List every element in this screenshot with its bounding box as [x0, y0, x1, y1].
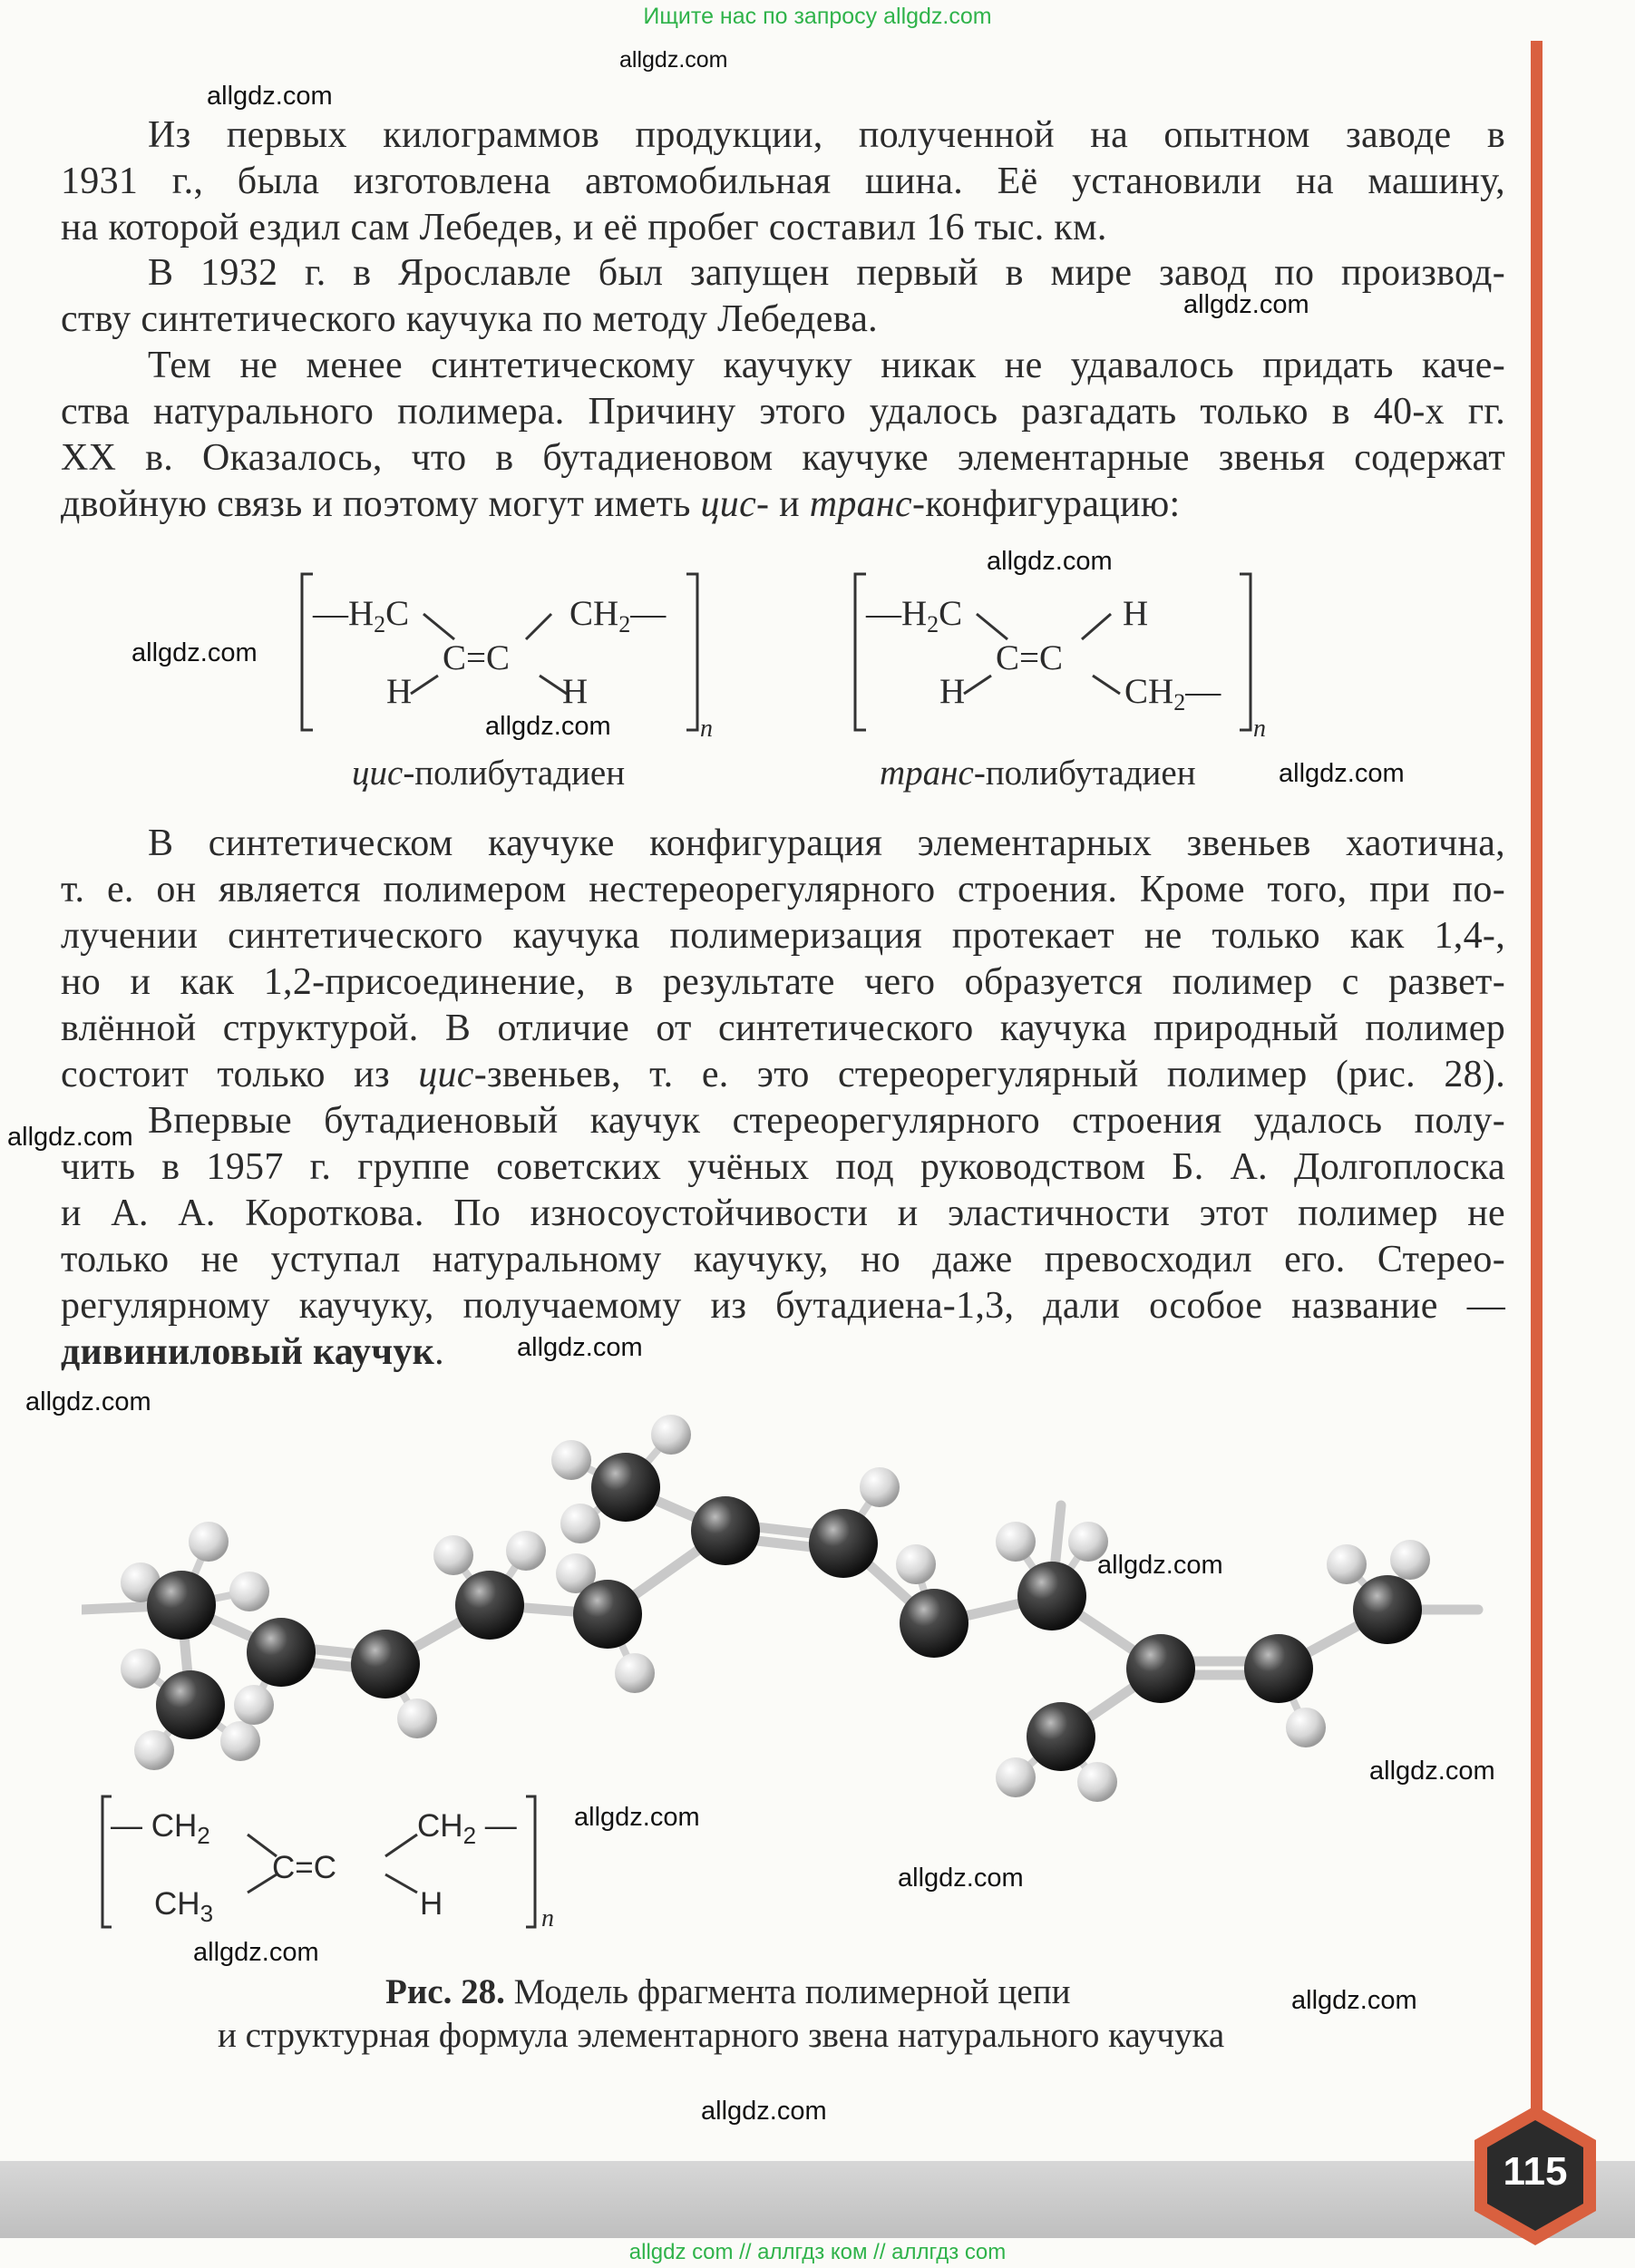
watermark: allgdz.com [131, 638, 258, 667]
page-accent-bar [1531, 41, 1543, 2163]
watermark: allgdz.com [619, 47, 728, 73]
natural-ch3: $CH_3$ [154, 1886, 214, 1927]
watermark: allgdz.com [517, 1333, 643, 1362]
trans-n: n [1253, 715, 1266, 743]
watermark: allgdz.com [485, 712, 611, 741]
paragraph-3 [61, 343, 1505, 528]
text-line: Из первых килограммов продукции, полученной на опытном заводе в [148, 114, 1505, 156]
natural-double-bond: C=C [272, 1850, 336, 1885]
watermark: allgdz.com [987, 547, 1113, 576]
text-line: XX в. Оказалось, что в бутадиеновом каучуке элементарные звенья содержат [61, 437, 1505, 479]
watermark: allgdz.com [1369, 1757, 1495, 1786]
text-line: и А. А. Короткова. По износоустойчивости и эластичности этот полимер не [61, 1192, 1505, 1234]
cis-double-bond: C=C [443, 638, 511, 677]
trans-h-left: H [939, 672, 966, 711]
watermark: allgdz.com [7, 1123, 133, 1152]
text-line: ства натурального полимера. Причину этого удалось разгадать только в 40-х гг. [61, 391, 1505, 433]
watermark: allgdz.com [1279, 759, 1405, 788]
text-line: влённой структурой. В отличие от синтетического каучука природный полимер [61, 1007, 1505, 1049]
text-line: чить в 1957 г. группе советских учёных под руководством Б. А. Долгоплоска [61, 1146, 1505, 1188]
text-line: регулярному каучуку, получаемому из бутадиена-1,3, дали особое название — [61, 1285, 1505, 1327]
watermark: allgdz.com [193, 1938, 319, 1967]
carbon-atoms [147, 1453, 1422, 1771]
h-bonds [141, 1435, 1410, 1782]
text-line: лучении синтетического каучука полимеризация протекает не только как 1,4-, [61, 915, 1505, 957]
text-line: В синтетическом каучуке конфигурация элементарных звеньев хаотична, [148, 823, 1505, 864]
text-line: двойную связь и поэтому могут иметь цис- и транс-конфигурацию: [61, 483, 1181, 525]
cis-caption: цис-полибутадиен [352, 754, 626, 793]
trans-double-bond: C=C [996, 638, 1064, 677]
figure-caption-line1: Рис. 28. Модель фрагмента полимерной цепи [385, 1972, 1071, 2011]
trans-caption: транс-полибутадиен [880, 754, 1196, 793]
watermark: allgdz.com [1291, 1986, 1417, 2015]
paragraph-5 [61, 1098, 1505, 1376]
figure-caption-line2: и структурная формула элементарного звена натурального каучука [218, 2016, 1225, 2055]
paragraph-1 [61, 112, 1505, 251]
top-banner: Ищите нас по запросу allgdz.com [643, 4, 992, 29]
text-line: но и как 1,2-присоединение, в результате чего образуется полимер с развет- [61, 961, 1505, 1003]
cis-right-group: $CH_2—$ [569, 594, 667, 638]
text-line: состоит только из цис-звеньев, т. е. это стереорегулярный полимер (рис. 28). [61, 1054, 1505, 1095]
cis-h-left: H [386, 672, 413, 711]
text-line: Тем не менее синтетическому каучуку никак не удавалось придать каче- [148, 345, 1505, 386]
watermark: allgdz.com [207, 82, 333, 111]
footer-links[interactable]: allgdz com // аллгдз ком // аллгдз com [628, 2240, 1007, 2264]
text-line: на которой ездил сам Лебедев, и её пробег составил 16 тыс. км. [61, 207, 1107, 248]
hydrogen-atoms [121, 1415, 1430, 1802]
watermark: allgdz.com [1097, 1551, 1223, 1580]
bottom-band [0, 2161, 1635, 2238]
text-line: В 1932 г. в Ярославле был запущен первый в мире завод по производ- [148, 252, 1505, 294]
text-line: ству синтетического каучука по методу Лебедева. [61, 298, 878, 340]
watermark: allgdz.com [701, 2097, 827, 2126]
cis-h-right: H [562, 672, 589, 711]
text-line: т. е. он является полимером нестереорегулярного строения. Кроме того, при по- [61, 869, 1505, 910]
watermark: allgdz.com [898, 1864, 1024, 1893]
text-line: 1931 г., была изготовлена автомобильная шина. Её установили на машину, [61, 161, 1505, 202]
watermark: allgdz.com [25, 1387, 151, 1416]
paragraph-4 [61, 821, 1505, 1098]
trans-h-top: H [1123, 594, 1149, 633]
cis-left-group: $—H_2C$ [313, 594, 410, 638]
page-number: 115 [1503, 2149, 1568, 2194]
trans-left-group: $—H_2C$ [866, 594, 963, 638]
polymer-chain-model [82, 1378, 1496, 1814]
text-line: только не уступал натуральному каучуку, но даже превосходил его. Стерео- [61, 1239, 1505, 1280]
natural-n: n [541, 1904, 554, 1932]
natural-ch2-left: — $CH_2$ [111, 1808, 210, 1849]
natural-ch2-right: $CH_2$ — [417, 1808, 517, 1849]
natural-h: H [420, 1886, 443, 1922]
watermark: allgdz.com [1183, 290, 1309, 319]
text-line: дивиниловый каучук. [61, 1331, 444, 1373]
watermark: allgdz.com [574, 1803, 700, 1832]
cis-n: n [700, 715, 713, 743]
trans-right-group: $CH_2—$ [1124, 672, 1221, 715]
text-line: Впервые бутадиеновый каучук стереорегулярного строения удалось полу- [148, 1100, 1505, 1142]
